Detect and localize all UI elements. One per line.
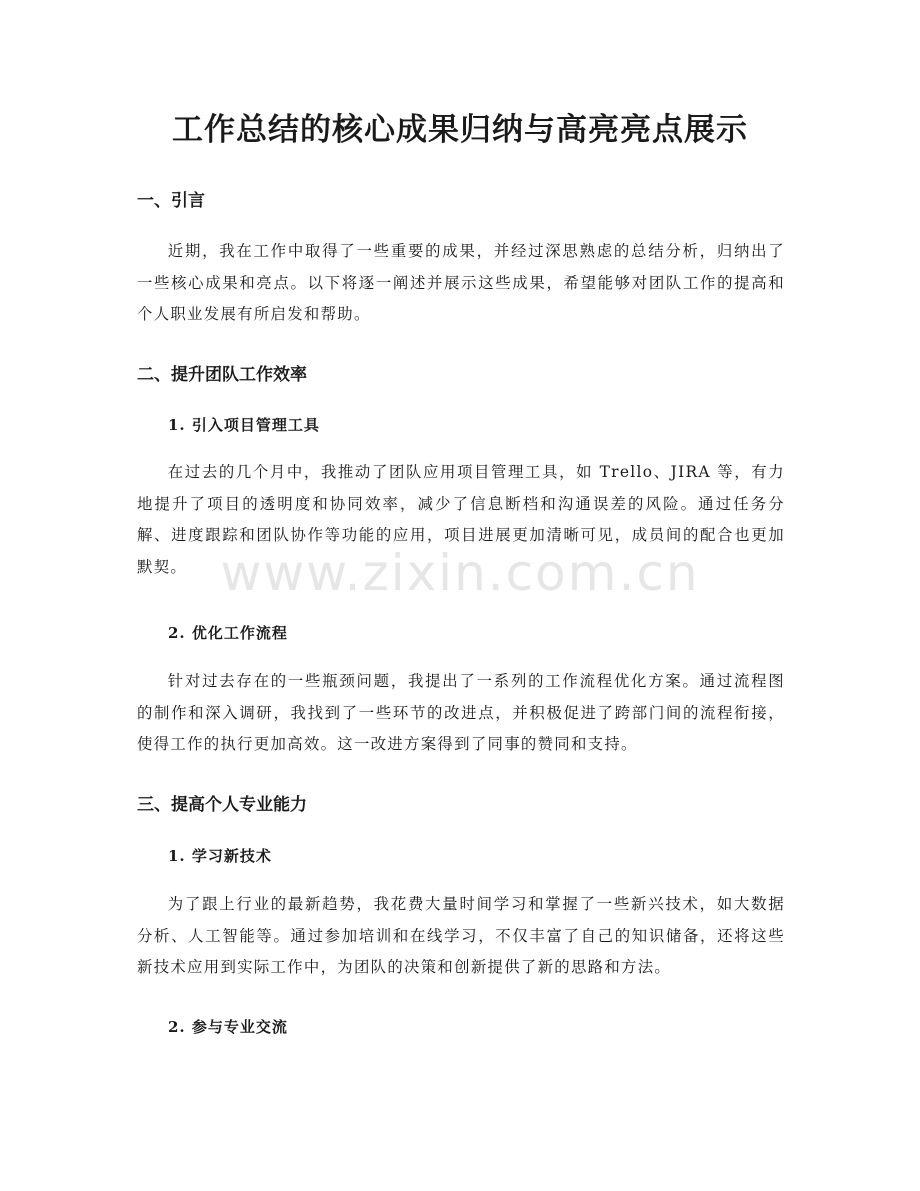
section-heading-introduction: 一、引言 [137,191,205,211]
section-heading-professional-skills: 三、提高个人专业能力 [137,795,307,815]
page-title: 工作总结的核心成果归纳与高亮亮点展示 [172,112,748,148]
subheading-new-tech: 1. 学习新技术 [168,847,272,865]
subheading-project-tools: 1. 引入项目管理工具 [168,416,320,434]
paragraph-project-tools: 在过去的几个月中，我推动了团队应用项目管理工具，如 Trello、JIRA 等，有力地提升了项目的透明度和协同效率，减少了信息断档和沟通误差的风险。通过任务分解、进度跟踪和团队协作等功能的应用，项目进展更加清晰可见，成员间的配合也更加默契。 [137,463,785,576]
paragraph-introduction: 近期，我在工作中取得了一些重要的成果，并经过深思熟虑的总结分析，归纳出了一些核心成果和亮点。以下将逐一阐述并展示这些成果，希望能够对团队工作的提高和个人职业发展有所启发和帮助。 [137,242,785,323]
subheading-workflow: 2. 优化工作流程 [168,624,288,642]
paragraph-workflow: 针对过去存在的一些瓶颈问题，我提出了一系列的工作流程优化方案。通过流程图的制作和深入调研，我找到了一些环节的改进点，并积极促进了跨部门间的流程衔接，使得工作的执行更加高效。这一改进方案得到了同事的赞同和支持。 [137,672,785,753]
section-heading-team-efficiency: 二、提升团队工作效率 [137,365,307,385]
paragraph-new-tech: 为了跟上行业的最新趋势，我花费大量时间学习和掌握了一些新兴技术，如大数据分析、人工智能等。通过参加培训和在线学习，不仅丰富了自己的知识储备，还将这些新技术应用到实际工作中，为团队的决策和创新提供了新的思路和方法。 [137,895,785,976]
subheading-professional-exchange: 2. 参与专业交流 [168,1018,288,1036]
watermark: www.zixin.com.cn [220,544,700,602]
